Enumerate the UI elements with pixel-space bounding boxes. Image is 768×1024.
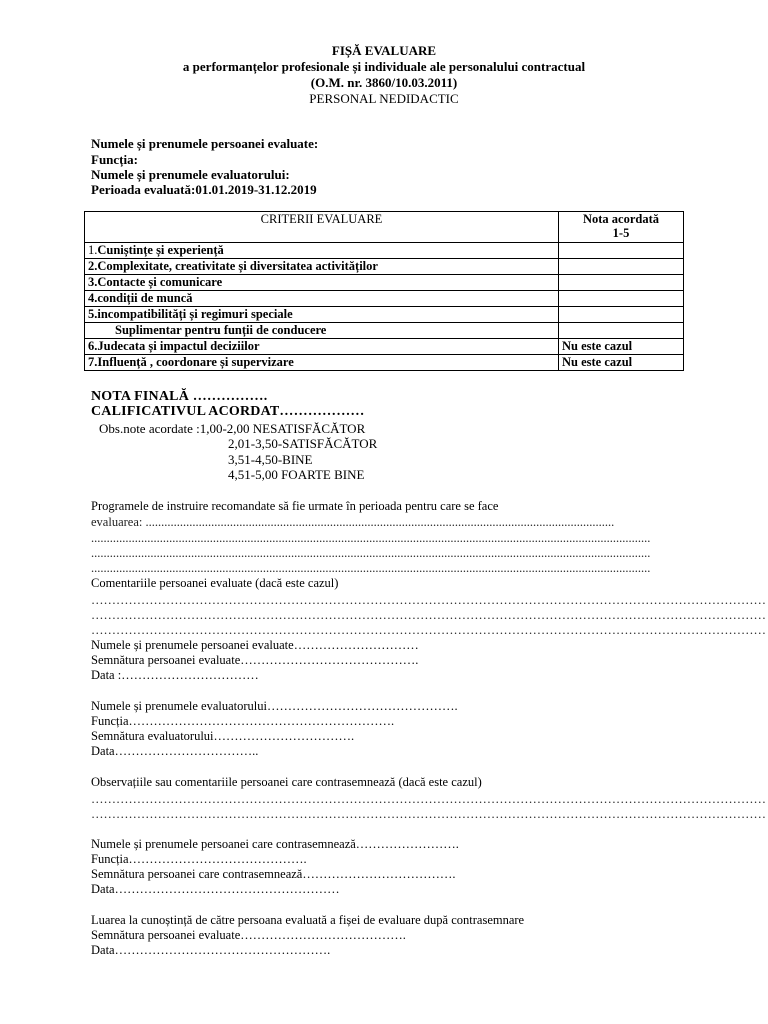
- grade-scale-satisfactory: 2,01-3,50-SATISFĂCĂTOR: [228, 436, 378, 451]
- grade-scale-very-good: 4,51-5,00 FOARTE BINE: [228, 467, 365, 482]
- table-row: [85, 291, 684, 307]
- acknowledgement-date-field[interactable]: Data…………………………………………….: [91, 943, 331, 957]
- criterion-cell: 5.incompatibilități și regimuri speciale: [85, 307, 559, 323]
- table-row: [85, 259, 684, 275]
- training-programs-line[interactable]: ...................................................................................................................................................................................: [91, 546, 651, 560]
- countersigner-comments-line[interactable]: ………………………………………………………………………………………………………………………………………………: [91, 807, 766, 821]
- criteria-header: CRITERII EVALUARE: [85, 212, 559, 243]
- criterion-cell: 3.Contacte și comunicare: [85, 275, 559, 291]
- table-row: [85, 355, 684, 371]
- grade-cell[interactable]: [559, 307, 684, 323]
- final-grade: NOTA FINALĂ …………….: [91, 389, 268, 404]
- evaluated-name-field[interactable]: Numele și prenumele persoanei evaluate…………………………: [91, 638, 419, 652]
- evaluated-comments-line[interactable]: ………………………………………………………………………………………………………………………………………………: [91, 593, 766, 607]
- criterion-cell: Suplimentar pentru funții de conducere: [85, 323, 559, 339]
- countersigner-comments-label: Observațiile sau comentariile persoanei care contrasemnează (dacă este cazul): [91, 775, 482, 789]
- criterion-cell: 6.Judecata și impactul deciziilor: [85, 339, 559, 355]
- criterion-cell: 1.Cuniștințe și experiență: [85, 243, 559, 259]
- training-programs-line[interactable]: ...................................................................................................................................................................................: [91, 531, 651, 545]
- criterion-cell: 2.Complexitate, creativitate și diversitatea activităților: [85, 259, 559, 275]
- countersigner-name-field[interactable]: Numele și prenumele persoanei care contrasemnează…………………….: [91, 837, 459, 851]
- evaluator-date-field[interactable]: Data……………………………..: [91, 744, 259, 758]
- acknowledgement-label: Luarea la cunoștință de către persoana evaluată a fișei de evaluare după contrasemnare: [91, 913, 525, 927]
- table-row: [85, 323, 684, 339]
- training-programs-label: Programele de instruire recomandate să fie urmate în perioada pentru care se face: [91, 499, 499, 513]
- table-row: [85, 339, 684, 355]
- grade-scale-note: Obs.note acordate :1,00-2,00 NESATISFĂCĂTOR: [99, 421, 366, 436]
- order-reference: (O.M. nr. 3860/10.03.2011): [310, 75, 458, 90]
- evaluated-comments-line[interactable]: ………………………………………………………………………………………………………………………………………………: [91, 623, 766, 637]
- countersigner-comments-line[interactable]: ………………………………………………………………………………………………………………………………………………: [91, 792, 766, 806]
- table-row: [85, 307, 684, 323]
- evaluated-signature-field[interactable]: Semnătura persoanei evaluate…………………………………….: [91, 653, 419, 667]
- form-subtitle: a performanțelor profesionale și individuale ale personalului contractual: [182, 59, 586, 74]
- rating-awarded: CALIFICATIVUL ACORDAT………………: [91, 404, 365, 419]
- evaluated-name-label: Numele și prenumele persoanei evaluate:: [91, 136, 319, 151]
- grade-header: Nota acordată 1-5: [559, 212, 684, 243]
- criteria-table: [84, 211, 684, 371]
- criterion-cell: 7.Influență , coordonare și supervizare: [85, 355, 559, 371]
- training-programs-line[interactable]: ...................................................................................................................................................................................: [91, 561, 651, 575]
- evaluator-function-field[interactable]: Funcția……………………………………………………….: [91, 714, 395, 728]
- staff-category: PERSONAL NEDIDACTIC: [309, 91, 459, 106]
- table-row: [85, 243, 684, 259]
- grade-scale-good: 3,51-4,50-BINE: [228, 452, 313, 467]
- grade-cell[interactable]: [559, 275, 684, 291]
- evaluated-date-field[interactable]: Data :……………………………: [91, 668, 259, 682]
- grade-cell[interactable]: [559, 259, 684, 275]
- grade-cell: Nu este cazul: [559, 339, 684, 355]
- table-row: [85, 275, 684, 291]
- countersigner-date-field[interactable]: Data………………………………………………: [91, 882, 340, 896]
- grade-cell[interactable]: [559, 243, 684, 259]
- grade-cell[interactable]: [559, 291, 684, 307]
- table-header-row: [85, 212, 684, 243]
- evaluator-name-label: Numele și prenumele evaluatorului:: [91, 167, 290, 182]
- evaluated-comments-label: Comentariile persoanei evaluate (dacă este cazul): [91, 576, 339, 590]
- acknowledgement-signature-field[interactable]: Semnătura persoanei evaluate………………………………….: [91, 928, 406, 942]
- grade-cell[interactable]: [559, 323, 684, 339]
- training-programs-field[interactable]: evaluarea: ......................................................................................................................................................: [91, 515, 615, 529]
- evaluation-period: Perioada evaluată:01.01.2019-31.12.2019: [91, 182, 317, 197]
- function-label: Funcția:: [91, 152, 138, 167]
- criterion-cell: 4.condiții de muncă: [85, 291, 559, 307]
- countersigner-function-field[interactable]: Funcția…………………………………….: [91, 852, 307, 866]
- evaluator-signature-field[interactable]: Semnătura evaluatorului…………………………….: [91, 729, 355, 743]
- form-title: FIȘĂ EVALUARE: [331, 43, 437, 58]
- evaluator-name-field[interactable]: Numele și prenumele evaluatorului……………………………………….: [91, 699, 458, 713]
- grade-cell: Nu este cazul: [559, 355, 684, 371]
- evaluated-comments-line[interactable]: ………………………………………………………………………………………………………………………………………………: [91, 608, 766, 622]
- countersigner-signature-field[interactable]: Semnătura persoanei care contrasemnează……………………………….: [91, 867, 456, 881]
